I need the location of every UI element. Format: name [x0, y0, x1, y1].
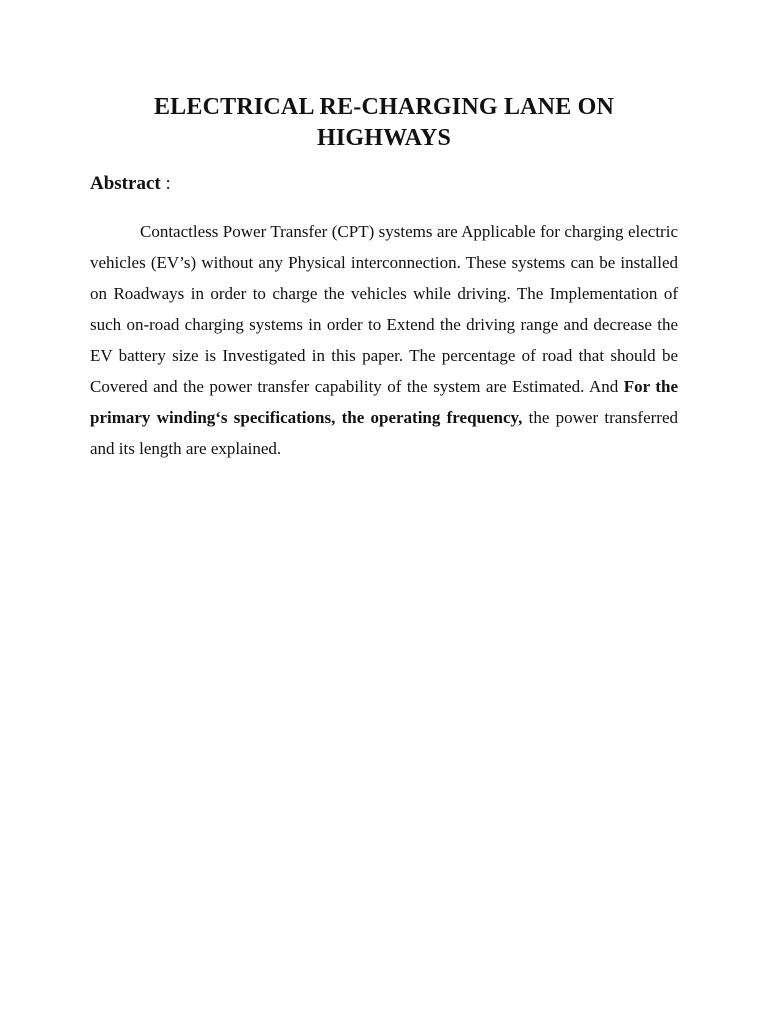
- abstract-label: Abstract: [90, 173, 161, 194]
- abstract-text-part-2: the power transferred and its length are explained.: [90, 408, 678, 458]
- abstract-text-part-1: Contactless Power Transfer (CPT) systems are Applicable for charging electric vehicles (EV’s) without any Physical interconnection. These systems can be installed on Roadways in order to charge the vehicles while driving. The Implementation of such on-road charging systems in order to Extend the driving range and decrease the EV battery size is Investigated in this paper. The percentage of road that should be Covered and the power transfer capability of the system are Estimated. And: [90, 222, 678, 396]
- title-line-2: HIGHWAYS: [316, 125, 452, 151]
- abstract-paragraph: [90, 216, 678, 464]
- page-title: [90, 92, 678, 154]
- abstract-text-bold: For the primary winding‘s specifications, the operating frequency,: [90, 377, 678, 427]
- title-line-1: ELECTRICAL RE-CHARGING LANE ON: [153, 94, 615, 120]
- abstract-heading: [90, 172, 171, 196]
- abstract-colon: :: [160, 173, 171, 194]
